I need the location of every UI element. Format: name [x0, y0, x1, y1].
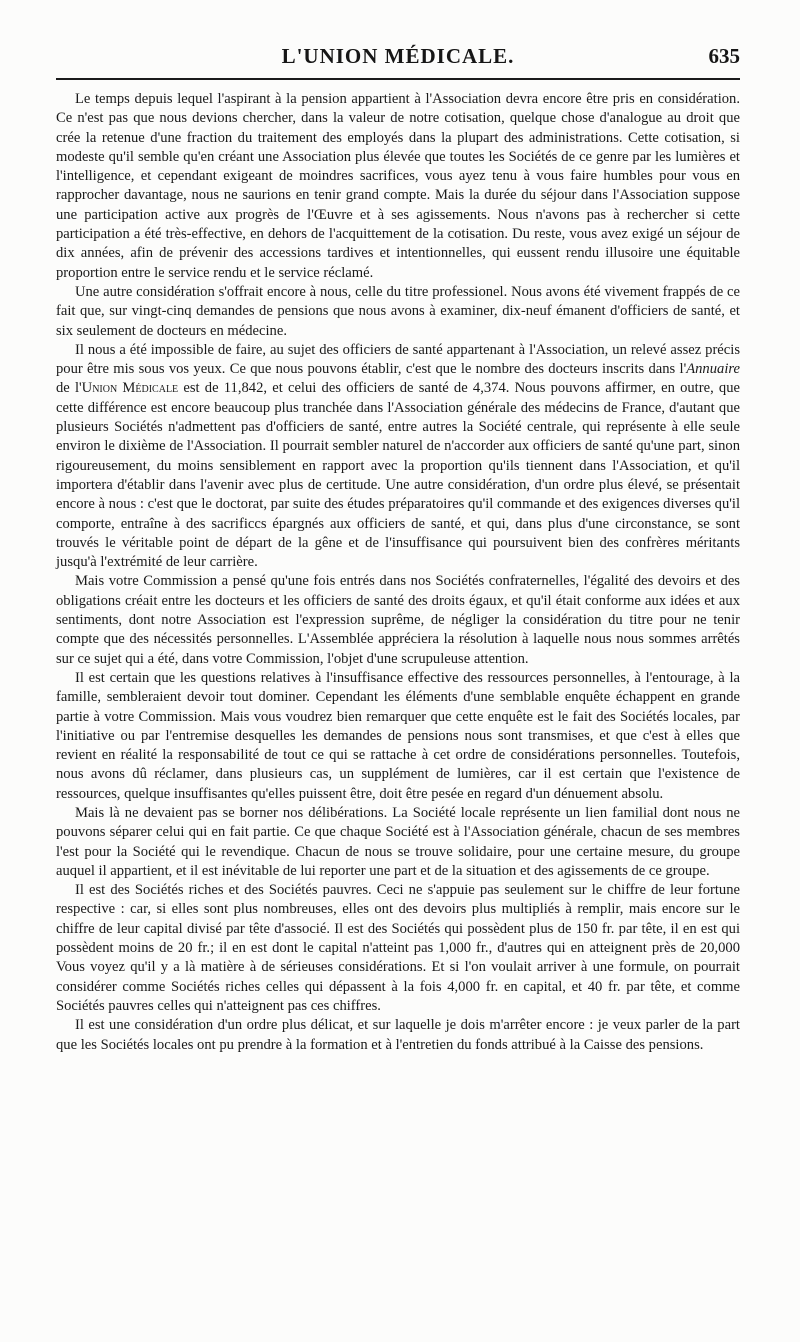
paragraph-text: Le temps depuis lequel l'aspirant à la pension appartient à l'Association devra encore être pris en considération. Ce n'est pas que nous devions chercher, dans la valeur de notre cotisation, quelque chose d'analogue au droit que crée la retenue d'une fraction du traitement des employés dans la plupart des administrations. Cette cotisation, si modeste qu'il semble qu'en créant une Association plus élevée que toutes les Sociétés de ce genre par les lumières et l'intelligence, et cependant exigeant de moindres sacrifices, vous ayez tenu à vous faire humbles pour vous en rapprocher davantage, nous ne saurions en tenir grand compte. Mais la durée du séjour dans l'Association suppose une participation active aux progrès de l'Œuvre et à ses agissements. Nous n'avons pas à rechercher si cette participation a été très-effective, en dehors de l'acquittement de la cotisation. Du reste, vous avez exigé un séjour de dix années, afin de prévenir des accessions tardives et intentionnelles, qui eussent rendu illusoire une équitable proportion entre le service rendu et le service réclamé. — [56, 91, 740, 281]
page-header — [56, 44, 740, 74]
paragraph — [56, 1016, 740, 1055]
running-title: L'UNION MÉDICALE. — [281, 44, 515, 68]
smallcaps-text: Union Médicale — [81, 380, 179, 397]
paragraph-text: Il est certain que les questions relatives à l'insuffisance effective des ressources personnelles, à l'entourage, à la famille, sembleraient devoir tout dominer. Cependant les éléments d'une semblable enquête échappent en grande partie à votre Commission. Mais vous voudrez bien remarquer que cette enquête est le fait des Sociétés locales, par l'initiative ou par l'entremise desquelles les demandes de pensions nous sont transmises, et que c'est à elles que revient en réalité la responsabilité de tout ce qui se rattache à cet ordre de considérations personnelles. Toutefois, nous avons dû réclamer, dans plusieurs cas, un supplément de lumières, car il est certain que l'existence de ressources, quelque insuffisantes qu'elles puissent être, doit être pesée en regard d'un dénuement absolu. — [56, 669, 740, 802]
paragraph — [56, 881, 740, 1016]
paragraph-text: est de 11,842, et celui des officiers de santé de 4,374. Nous pouvons affirmer, en outre, que cette différence est encore beaucoup plus tranchée dans l'Association générale des médecins de France, d'autant que plusieurs Sociétés n'admettent pas d'officiers de santé, entre autres la Société centrale, qui représente à elle seule environ le dixième de l'Association. Il pourrait sembler naturel de n'accorder aux officiers de santé qu'une part, sinon rigoureusement, du moins sensiblement en rapport avec la proportion qu'ils tiennent dans l'Association, et qu'il importera d'établir dans l'avenir avec plus de certitude. Une autre considération, d'un ordre plus élevé, se présentait encore à nous : c'est que le doctorat, par suite des études préparatoires qu'il commande et des exigences diverses qu'il comporte, entraîne à des sacrificcs épargnés aux officiers de santé, et qui, dans plus d'une circonstance, se sont trouvés le véritable point de départ de la gêne et de l'insuffisance qui poursuivent bien des confrères méritants jusqu'à l'extrémité de leur carrière. — [56, 380, 741, 571]
paragraph — [56, 572, 740, 668]
paragraph — [56, 341, 740, 573]
paragraph-text: Il est une considération d'un ordre plus délicat, et sur laquelle je dois m'arrêter encore : je veux parler de la part que les Sociétés locales ont pu prendre à la formation et à l'entretien du fonds attribué à la Caisse des pensions. — [56, 1017, 740, 1053]
paragraph-text: Mais votre Commission a pensé qu'une fois entrés dans nos Sociétés confraternelles, l'égalité des devoirs et des obligations créait entre les docteurs et les officiers de santé des droits égaux, et qu'il était conforme aux idées et aux sentiments, dont notre Association est l'expression suprême, de négliger la considération du titre pour ne tenir compte que des nécessités personnelles. L'Assemblée appréciera la résolution à laquelle nous nous sommes arrêtés sur ce sujet qui a été, dans votre Commission, l'objet d'une scrupuleuse attention. — [56, 573, 740, 667]
paragraph — [56, 90, 740, 283]
paragraph-text: de l' — [56, 380, 82, 397]
paragraph-text: Mais là ne devaient pas se borner nos délibérations. La Société locale représente un lien familial dont nous ne pouvons séparer celui qui en fait partie. Ce que chaque Société est à l'Association générale, chacun de ses membres l'est pour la Société qui le revendique. Chacun de nous se trouve solidaire, pour une certaine mesure, du groupe auquel il appartient, et il est inévitable de lui reporter une part et de la situation et des agissements de ce groupe. — [56, 804, 740, 879]
page-number: 635 — [708, 44, 740, 68]
header-rule — [56, 78, 740, 80]
paragraph-text: Il est des Sociétés riches et des Sociétés pauvres. Ceci ne s'appuie pas seulement sur le chiffre de leur fortune respective : car, si elles sont plus nombreuses, elles ont des devoirs plus multipliés à remplir, mais encore sur le chiffre de leur capital divisé par tête d'associé. Il est des Sociétés qui possèdent plus de 150 fr. par tête, il en est qui possèdent moins de 20 fr.; il en est dont le capital n'atteint pas 1,000 fr., d'autres qui en atteignent près de 20,000 Vous voyez qu'il y a là matière à de sérieuses considérations. Et si l'on voulait arriver à une formule, on pourrait considérer comme Sociétés riches celles qui dépassent à la fois 4,000 fr. en capital, et 40 fr. par tête, et comme Sociétés pauvres celles qui n'atteignent pas ces chiffres. — [56, 882, 740, 1014]
paragraph — [56, 283, 740, 341]
paragraph-text: Il nous a été impossible de faire, au sujet des officiers de santé appartenant à l'Association, un relevé assez précis pour être mis sous vos yeux. Ce que nous pouvons établir, c'est que le nombre des docteurs inscrits dans l' — [56, 341, 740, 378]
italic-text: Annuaire — [686, 361, 740, 378]
paragraph-text: Une autre considération s'offrait encore à nous, celle du titre professionel. Nous avons été vivement frappés de ce fait que, sur vingt-cinq demandes de pensions que nous avons à examiner, dix-neuf émanent d'officiers de santé, et six seulement de docteurs en médecine. — [56, 283, 740, 339]
article-body — [56, 90, 740, 1055]
paragraph — [56, 669, 740, 804]
paragraph — [56, 804, 740, 881]
